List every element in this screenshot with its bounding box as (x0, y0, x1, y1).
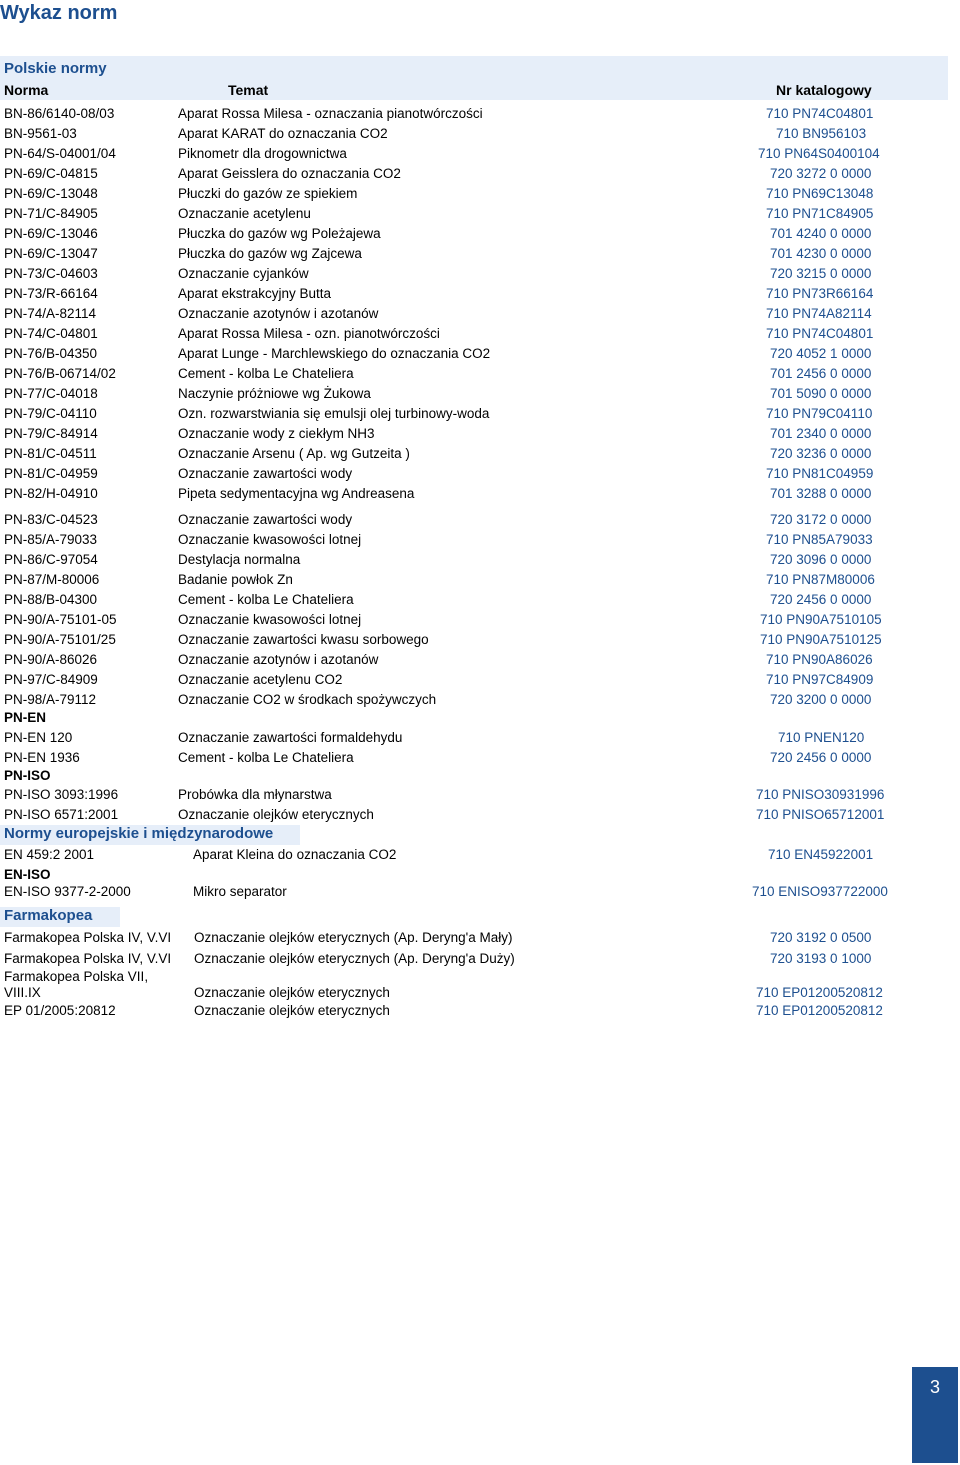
catalog-number-cell: 701 2340 0 0000 (770, 426, 872, 441)
norm-topic-cell: Cement - kolba Le Chateliera (178, 366, 354, 381)
norm-code-cell: PN-76/B-06714/02 (4, 366, 116, 381)
norm-code-cell: PN-74/A-82114 (4, 306, 97, 321)
norm-topic-cell: Płuczka do gazów wg Zajcewa (178, 246, 362, 261)
norm-code-cell: PN-77/C-04018 (4, 386, 98, 401)
page-number-badge: 3 (912, 1367, 958, 1463)
norm-topic-cell: Oznaczanie azotynów i azotanów (178, 306, 379, 321)
section-title-farmakopea: Farmakopea (4, 907, 93, 924)
catalog-number-cell: 710 EP01200520812 (756, 1003, 883, 1018)
norm-code-cell: PN-90/A-75101-05 (4, 612, 117, 627)
norm-topic-cell: Oznaczanie olejków eterycznych (Ap. Deryng'a Duży) (194, 951, 515, 966)
norm-topic-cell: Oznaczanie zawartości kwasu sorbowego (178, 632, 429, 647)
catalog-number-cell: 720 3192 0 0500 (770, 930, 872, 945)
column-header-temat: Temat (228, 82, 269, 98)
norm-topic-cell: Mikro separator (193, 884, 287, 899)
catalog-number-cell: 701 5090 0 0000 (770, 386, 872, 401)
catalog-number-cell: 710 PN71C84905 (766, 206, 874, 221)
norm-topic-cell: Oznaczanie wody z ciekłym NH3 (178, 426, 375, 441)
catalog-number-cell: 720 3215 0 0000 (770, 266, 872, 281)
norm-topic-cell: Aparat Geisslera do oznaczania CO2 (178, 166, 401, 181)
norm-topic-cell: Oznaczanie olejków eterycznych (Ap. Deryng'a Mały) (194, 930, 513, 945)
catalog-number-cell: 701 4240 0 0000 (770, 226, 872, 241)
catalog-number-cell: 720 3272 0 0000 (770, 166, 872, 181)
norm-topic-cell: Aparat Rossa Milesa - ozn. pianotwórczości (178, 326, 440, 341)
norm-topic-cell: Destylacja normalna (178, 552, 301, 567)
catalog-number-cell: 720 3096 0 0000 (770, 552, 872, 567)
norm-code-cell: PN-EN 1936 (4, 750, 80, 765)
norm-code-cell: PN-79/C-04110 (4, 406, 97, 421)
norm-topic-cell: Probówka dla młynarstwa (178, 787, 332, 802)
norm-code-cell: PN-97/C-84909 (4, 672, 98, 687)
norm-topic-cell: Aparat KARAT do oznaczania CO2 (178, 126, 388, 141)
catalog-number-cell: 710 PN85A79033 (766, 532, 873, 547)
norm-code-cell: PN-ISO 6571:2001 (4, 807, 119, 822)
catalog-number-cell: 710 PN79C04110 (766, 406, 873, 421)
norm-code-cell: EP 01/2005:20812 (4, 1003, 116, 1018)
norm-topic-cell: Oznaczanie olejków eterycznych (194, 985, 390, 1000)
norm-code-cell: PN-90/A-75101/25 (4, 632, 116, 647)
norm-code-cell: EN-ISO 9377-2-2000 (4, 884, 131, 899)
catalog-number-cell: 710 PN90A86026 (766, 652, 873, 667)
norm-code-cell: Farmakopea Polska IV, V.VI (4, 951, 172, 966)
norm-topic-cell: Oznaczanie zawartości wody (178, 466, 353, 481)
norm-code-cell: VIII.IX (4, 985, 41, 1000)
norm-topic-cell: Aparat Kleina do oznaczania CO2 (193, 847, 397, 862)
norm-code-cell: BN-9561-03 (4, 126, 77, 141)
column-header-nr: Nr katalogowy (776, 82, 872, 98)
norm-code-cell: PN-69/C-13047 (4, 246, 98, 261)
catalog-number-cell: 710 PN87M80006 (766, 572, 875, 587)
section-title-europejskie: Normy europejskie i międzynarodowe (4, 825, 274, 842)
catalog-number-cell: 710 PNEN120 (778, 730, 865, 745)
norm-topic-cell: Oznaczanie zawartości formaldehydu (178, 730, 403, 745)
page-title: Wykaz norm (0, 2, 118, 24)
norm-topic-cell: Oznaczanie acetylenu (178, 206, 311, 221)
catalog-number-cell: 720 2456 0 0000 (770, 592, 872, 607)
norm-code-cell: PN-90/A-86026 (4, 652, 98, 667)
catalog-number-cell: 710 ENISO937722000 (752, 884, 888, 899)
catalog-number-cell: 720 3193 0 1000 (770, 951, 872, 966)
catalog-number-cell: 710 EP01200520812 (756, 985, 883, 1000)
norm-code-cell: PN-82/H-04910 (4, 486, 98, 501)
catalog-number-cell: 710 PNISO30931996 (756, 787, 885, 802)
catalog-number-cell: 710 PN81C04959 (766, 466, 874, 481)
catalog-number-cell: 701 4230 0 0000 (770, 246, 872, 261)
catalog-number-cell: 710 PNISO65712001 (756, 807, 885, 822)
norm-code-cell: PN-81/C-04511 (4, 446, 97, 461)
norm-topic-cell: Aparat ekstrakcyjny Butta (178, 286, 332, 301)
norm-code-cell: PN-69/C-04815 (4, 166, 98, 181)
norm-topic-cell: Oznaczanie olejków eterycznych (178, 807, 374, 822)
norm-code-cell: PN-EN 120 (4, 730, 73, 745)
norm-code-cell: PN-74/C-04801 (4, 326, 98, 341)
norm-code-cell: EN 459:2 2001 (4, 847, 95, 862)
norm-code-cell: PN-98/A-79112 (4, 692, 97, 707)
norm-code-cell: PN-69/C-13046 (4, 226, 98, 241)
subheading-en-iso: EN-ISO (4, 867, 51, 882)
catalog-number-cell: 710 PN73R66164 (766, 286, 874, 301)
norm-code-cell: PN-79/C-84914 (4, 426, 98, 441)
norm-topic-cell: Oznaczanie zawartości wody (178, 512, 353, 527)
norm-topic-cell: Płuczka do gazów wg Poleżajewa (178, 226, 381, 241)
norm-topic-cell: Cement - kolba Le Chateliera (178, 750, 354, 765)
norm-code-cell: PN-73/C-04603 (4, 266, 98, 281)
column-header-norma: Norma (4, 82, 49, 98)
section-title-polskie: Polskie normy (4, 60, 107, 77)
subheading-pn-en: PN-EN (4, 710, 47, 725)
catalog-number-cell: 710 EN45922001 (768, 847, 874, 862)
norm-topic-cell: Aparat Rossa Milesa - oznaczania pianotwórczości (178, 106, 483, 121)
norm-topic-cell: Aparat Lunge - Marchlewskiego do oznaczania CO2 (178, 346, 491, 361)
catalog-number-cell: 710 PN74C04801 (766, 326, 874, 341)
norm-code-cell: PN-86/C-97054 (4, 552, 98, 567)
catalog-number-cell: 710 PN74C04801 (766, 106, 874, 121)
norm-code-cell: PN-76/B-04350 (4, 346, 98, 361)
norm-code-cell: PN-88/B-04300 (4, 592, 98, 607)
norm-topic-cell: Oznaczanie kwasowości lotnej (178, 532, 362, 547)
norm-code-cell: PN-69/C-13048 (4, 186, 98, 201)
norm-topic-cell: Pipeta sedymentacyjna wg Andreasena (178, 486, 415, 501)
norm-code-cell: PN-83/C-04523 (4, 512, 98, 527)
norm-code-cell: PN-64/S-04001/04 (4, 146, 116, 161)
catalog-number-cell: 720 2456 0 0000 (770, 750, 872, 765)
norm-code-cell: PN-81/C-04959 (4, 466, 98, 481)
catalog-number-cell: 701 2456 0 0000 (770, 366, 872, 381)
catalog-number-cell: 720 3236 0 0000 (770, 446, 872, 461)
catalog-number-cell: 710 BN956103 (776, 126, 867, 141)
catalog-number-cell: 720 3172 0 0000 (770, 512, 872, 527)
norm-code-cell: PN-85/A-79033 (4, 532, 98, 547)
norm-code-cell: Farmakopea Polska VII, (4, 969, 149, 984)
norm-topic-cell: Oznaczanie olejków eterycznych (194, 1003, 390, 1018)
catalog-number-cell: 720 4052 1 0000 (770, 346, 872, 361)
norm-topic-cell: Cement - kolba Le Chateliera (178, 592, 354, 607)
norm-topic-cell: Oznaczanie azotynów i azotanów (178, 652, 379, 667)
catalog-number-cell: 701 3288 0 0000 (770, 486, 872, 501)
catalog-number-cell: 710 PN97C84909 (766, 672, 874, 687)
norm-topic-cell: Badanie powłok Zn (178, 572, 293, 587)
catalog-number-cell: 710 PN90A7510105 (760, 612, 882, 627)
norm-code-cell: PN-87/M-80006 (4, 572, 100, 587)
norm-code-cell: PN-73/R-66164 (4, 286, 98, 301)
norm-topic-cell: Oznaczanie cyjanków (178, 266, 309, 281)
catalog-number-cell: 710 PN64S0400104 (758, 146, 880, 161)
catalog-number-cell: 720 3200 0 0000 (770, 692, 872, 707)
catalog-number-cell: 710 PN90A7510125 (760, 632, 882, 647)
catalog-number-cell: 710 PN69C13048 (766, 186, 874, 201)
norm-topic-cell: Oznaczanie kwasowości lotnej (178, 612, 362, 627)
norm-topic-cell: Ozn. rozwarstwiania się emulsji olej turbinowy-woda (178, 406, 490, 421)
subheading-pn-iso: PN-ISO (4, 768, 51, 783)
norm-topic-cell: Naczynie próżniowe wg Żukowa (178, 386, 371, 401)
norm-topic-cell: Oznaczanie CO2 w środkach spożywczych (178, 692, 437, 707)
norm-code-cell: Farmakopea Polska IV, V.VI (4, 930, 172, 945)
norm-topic-cell: Piknometr dla drogownictwa (178, 146, 347, 161)
norm-code-cell: BN-86/6140-08/03 (4, 106, 115, 121)
norm-topic-cell: Oznaczanie acetylenu CO2 (178, 672, 343, 687)
catalog-number-cell: 710 PN74A82114 (766, 306, 872, 321)
norm-topic-cell: Płuczki do gazów ze spiekiem (178, 186, 358, 201)
norm-topic-cell: Oznaczanie Arsenu ( Ap. wg Gutzeita ) (178, 446, 410, 461)
norm-code-cell: PN-71/C-84905 (4, 206, 98, 221)
norm-code-cell: PN-ISO 3093:1996 (4, 787, 119, 802)
